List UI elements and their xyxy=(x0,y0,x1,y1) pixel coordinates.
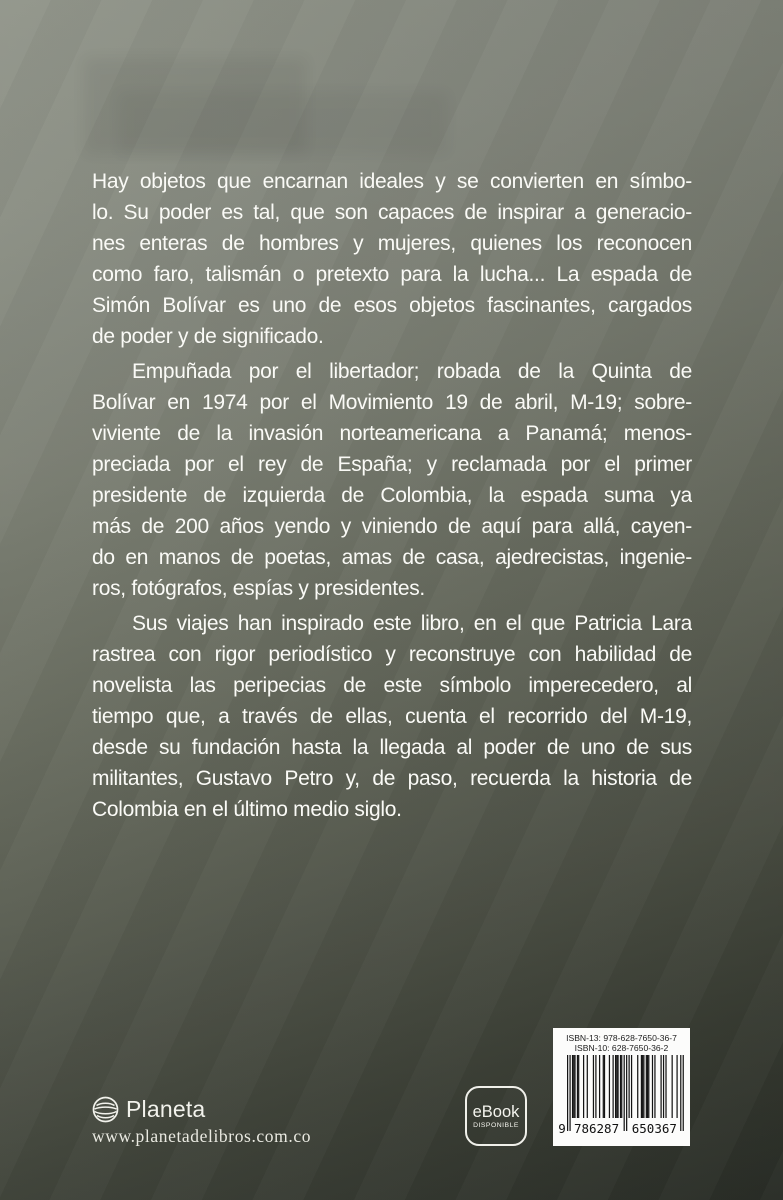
planeta-globe-icon xyxy=(92,1096,119,1123)
synopsis-line: Hay objetos que encarnan ideales y se convierten en símbo- xyxy=(92,170,692,193)
publisher-website: www.planetadelibros.com.co xyxy=(92,1126,312,1146)
synopsis-line: Sus viajes han inspirado este libro, en el que Patricia Lara xyxy=(132,612,692,635)
synopsis-line: desde su fundación hasta la llegada al poder de uno de sus xyxy=(92,736,692,759)
synopsis-line: novelista las peripecias de este símbolo imperecedero, al xyxy=(92,674,692,697)
synopsis-line: viviente de la invasión norteamericana a Panamá; menos- xyxy=(92,422,692,445)
synopsis-paragraph xyxy=(92,166,692,352)
ebook-available-badge xyxy=(465,1086,527,1146)
svg-text:9: 9 xyxy=(558,1121,566,1136)
synopsis-line: nes enteras de hombres y mujeres, quienes los reconocen xyxy=(92,232,692,255)
synopsis-line: militantes, Gustavo Petro y, de paso, recuerda la historia de xyxy=(92,767,692,790)
synopsis-line: preciada por el rey de España; y reclamada por el primer xyxy=(92,453,692,476)
synopsis-line: lo. Su poder es tal, que son capaces de inspirar a generacio- xyxy=(92,201,692,224)
svg-text:786287: 786287 xyxy=(573,1121,620,1136)
synopsis-line: do en manos de poetas, amas de casa, ajedrecistas, ingenie- xyxy=(92,546,692,569)
synopsis-line: Bolívar en 1974 por el Movimiento 19 de abril, M-19; sobre- xyxy=(92,391,692,414)
isbn13-label: ISBN-13: 978-628-7650-36-7 xyxy=(566,1033,677,1043)
synopsis-text xyxy=(92,166,692,825)
synopsis-line: rastrea con rigor periodístico y reconstruye con habilidad de xyxy=(92,643,692,666)
synopsis-line: ros, fotógrafos, espías y presidentes. xyxy=(92,577,425,600)
synopsis-line: más de 200 años yendo y viniendo de aquí para allá, cayen- xyxy=(92,515,692,538)
synopsis-line: Simón Bolívar es uno de esos objetos fascinantes, cargados xyxy=(92,294,692,317)
synopsis-line: Empuñada por el libertador; robada de la Quinta de xyxy=(132,360,692,383)
synopsis-line: como faro, talismán o pretexto para la lucha... La espada de xyxy=(92,263,692,286)
synopsis-line: presidente de izquierda de Colombia, la espada suma ya xyxy=(92,484,692,507)
ebook-badge-subtitle: DISPONIBLE xyxy=(473,1121,519,1129)
publisher-block xyxy=(92,1096,311,1147)
synopsis-line: tiempo que, a través de ellas, cuenta el recorrido del M-19, xyxy=(92,705,692,728)
synopsis-line: Colombia en el último medio siglo. xyxy=(92,798,402,821)
ghost-shape xyxy=(118,92,448,154)
isbn10-label: ISBN-10: 628-7650-36-2 xyxy=(574,1043,669,1053)
synopsis-paragraph xyxy=(92,356,692,604)
synopsis-paragraph xyxy=(92,608,692,825)
ghost-shape xyxy=(84,58,306,154)
synopsis-line: de poder y de significado. xyxy=(92,325,324,348)
svg-text:650367: 650367 xyxy=(631,1121,677,1136)
ebook-badge-title: eBook xyxy=(472,1102,520,1121)
ean13-barcode xyxy=(558,1055,685,1143)
publisher-name: Planeta xyxy=(126,1096,206,1122)
barcode-panel xyxy=(553,1028,690,1146)
